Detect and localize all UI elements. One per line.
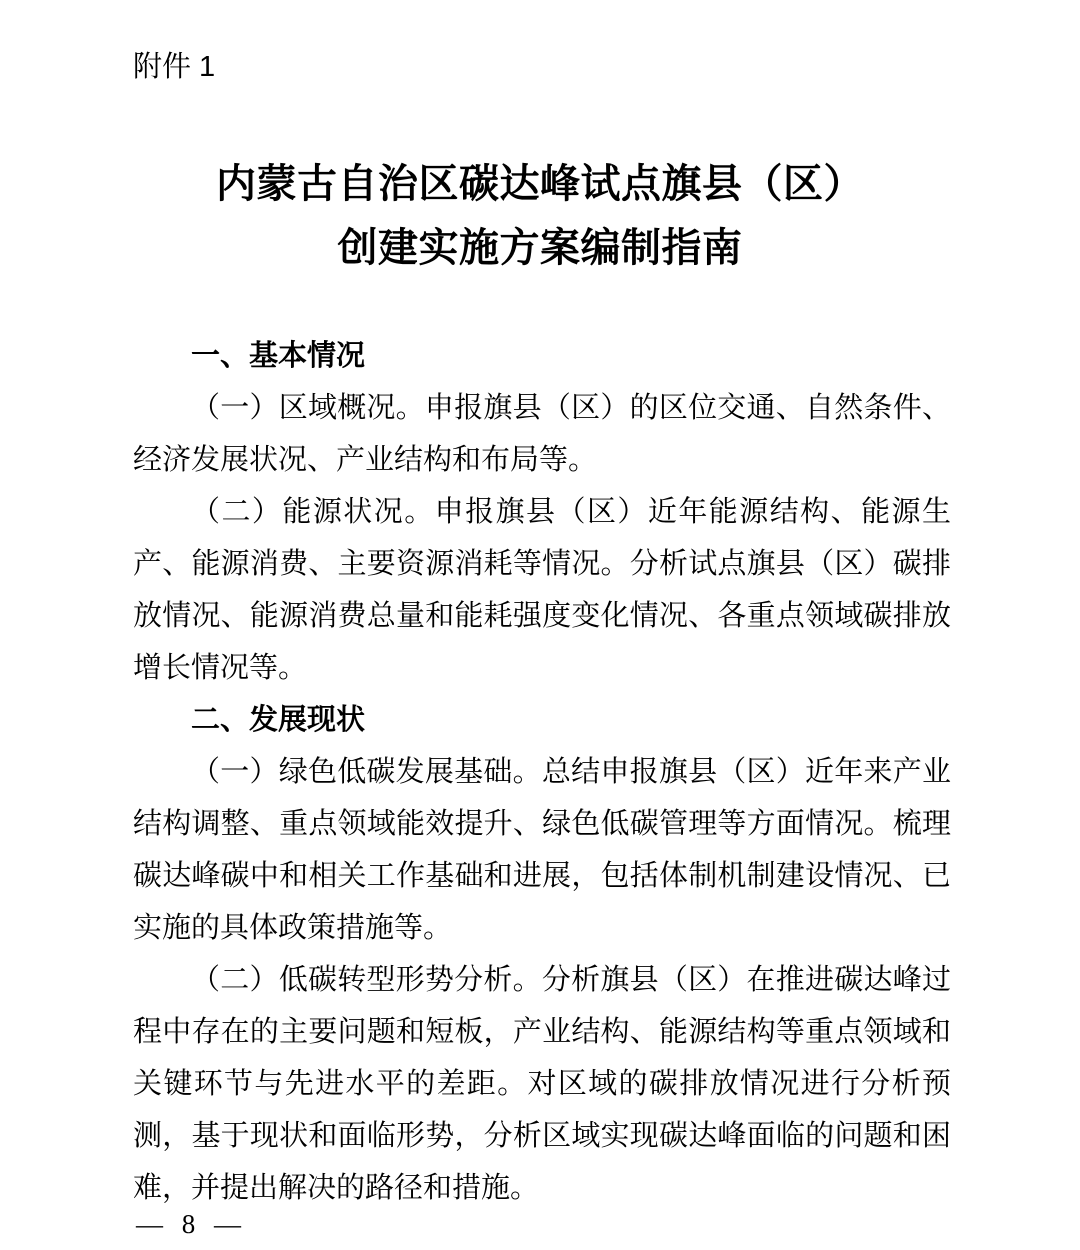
body-paragraph: （二）低碳转型形势分析。分析旗县（区）在推进碳达峰过程中存在的主要问题和短板，产业结构、能源结构等重点领域和关键环节与先进水平的差距。对区域的碳排放情况进行分析预测，基于现状和面临形势，分析区域实现碳达峰面临的问题和困难，并提出解决的路径和措施。 <box>133 964 951 1204</box>
document-title <box>0 152 1080 280</box>
body-paragraph: （一）区域概况。申报旗县（区）的区位交通、自然条件、经济发展状况、产业结构和布局等。 <box>133 392 951 476</box>
attachment-label: 附件 1 <box>133 51 216 83</box>
section-heading: 一、基本情况 <box>191 340 366 372</box>
page-number: — 8 — <box>136 1209 247 1239</box>
body-paragraph: （一）绿色低碳发展基础。总结申报旗县（区）近年来产业结构调整、重点领域能效提升、绿色低碳管理等方面情况。梳理碳达峰碳中和相关工作基础和进展，包括体制机制建设情况、已实施的具体政策措施等。 <box>133 756 951 944</box>
document-title-line-2: 创建实施方案编制指南 <box>337 226 743 270</box>
document-body <box>133 330 951 1214</box>
document-title-line-1: 内蒙古自治区碳达峰试点旗县（区） <box>216 162 864 206</box>
section-heading: 二、发展现状 <box>191 704 366 736</box>
body-paragraph: （二）能源状况。申报旗县（区）近年能源结构、能源生产、能源消费、主要资源消耗等情况。分析试点旗县（区）碳排放情况、能源消费总量和能耗强度变化情况、各重点领域碳排放增长情况等。 <box>133 496 951 684</box>
